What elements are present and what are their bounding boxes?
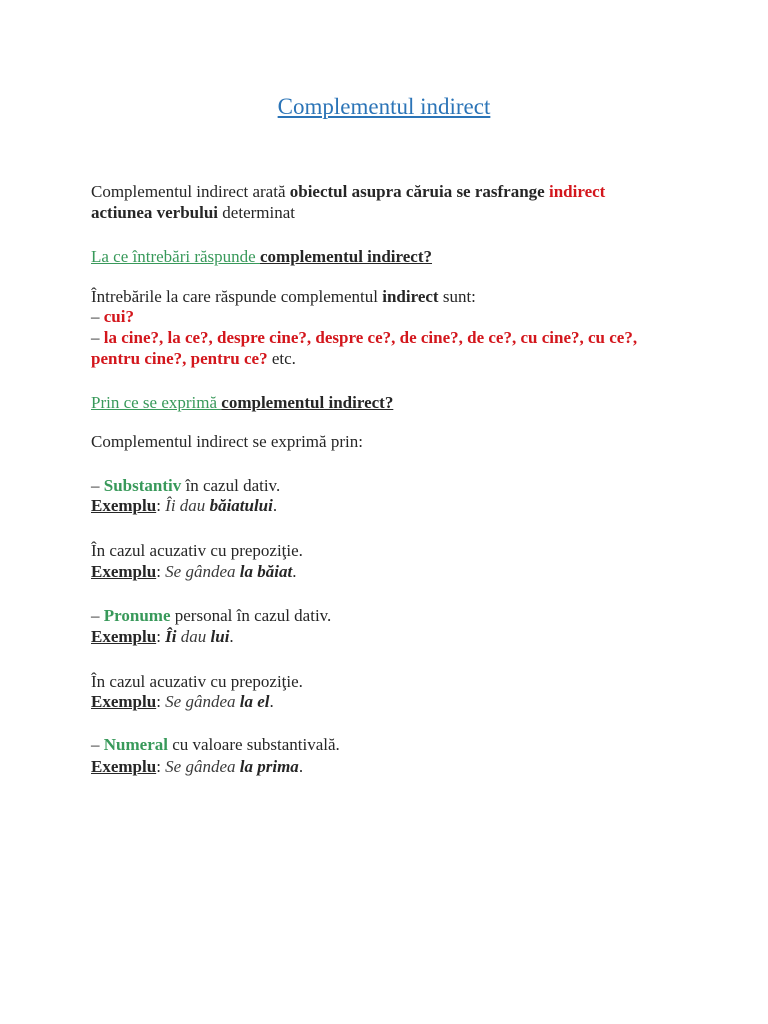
example-line <box>91 692 274 712</box>
example-end: . <box>272 496 278 515</box>
dash: – <box>91 606 104 625</box>
intro-emphasis-2: actiunea verbului <box>91 203 219 222</box>
intro-text: Complementul indirect arată <box>91 182 290 201</box>
example-line <box>91 627 234 647</box>
page-title: Complementul indirect <box>277 94 491 119</box>
example-label: Exemplu <box>91 562 157 581</box>
example-label: Exemplu <box>91 496 157 515</box>
list-item <box>91 476 280 496</box>
intro-highlight: indirect <box>548 182 606 201</box>
example-label: Exemplu <box>91 692 157 711</box>
questions-tail: sunt: <box>438 287 476 306</box>
item-desc: În cazul acuzativ cu prepoziţie. <box>91 541 303 560</box>
list-item <box>91 606 331 626</box>
example-italic: Se gândea <box>165 757 240 776</box>
example-italic: dau <box>176 627 211 646</box>
dash: – <box>91 735 104 754</box>
question-item-1 <box>91 307 134 327</box>
example-sep: : <box>156 562 166 581</box>
example-italic: Se gândea <box>165 692 240 711</box>
questions-heading-green: La ce întrebări răspunde <box>91 247 260 266</box>
example-sep: : <box>156 757 166 776</box>
example-end: . <box>269 692 274 711</box>
item-desc: cu valoare substantivală. <box>167 735 340 754</box>
questions-intro <box>91 287 476 307</box>
example-sep: : <box>156 627 166 646</box>
example-end: . <box>298 757 304 776</box>
intro-tail: determinat <box>218 203 295 222</box>
list-item <box>91 541 303 561</box>
list-item <box>91 735 340 755</box>
example-bold-italic: la el <box>239 692 270 711</box>
example-bold-italic: la băiat <box>239 562 293 581</box>
item-desc: în cazul dativ. <box>181 476 281 495</box>
example-end: . <box>229 627 234 646</box>
item-desc: personal în cazul dativ. <box>170 606 332 625</box>
expression-intro: Complementul indirect se exprimă prin: <box>91 432 363 451</box>
example-bold-italic: Îi <box>165 627 177 646</box>
intro-line-1 <box>91 182 605 202</box>
expression-heading <box>91 393 393 413</box>
questions-heading-dark: complementul indirect? <box>259 247 433 266</box>
example-end: . <box>292 562 297 581</box>
question-text: cui? <box>103 307 134 326</box>
example-italic: Se gândea <box>165 562 240 581</box>
item-term: Substantiv <box>103 476 182 495</box>
question-text: la cine?, la ce?, despre cine?, despre ce?, de cine?, de ce?, cu cine?, cu ce?, <box>103 328 638 347</box>
example-line <box>91 757 303 777</box>
example-italic: Îi dau <box>165 496 210 515</box>
question-text: pentru cine?, pentru ce? <box>91 349 268 368</box>
question-item-2 <box>91 328 637 348</box>
example-label: Exemplu <box>91 757 157 776</box>
intro-line-2 <box>91 203 295 223</box>
example-sep: : <box>156 692 166 711</box>
item-term: Numeral <box>103 735 168 754</box>
example-bold-italic: băiatului <box>209 496 273 515</box>
example-line <box>91 496 277 516</box>
dash: – <box>91 476 104 495</box>
questions-heading <box>91 247 432 267</box>
example-line <box>91 562 296 582</box>
example-label: Exemplu <box>91 627 157 646</box>
intro-emphasis: obiectul asupra căruia se rasfrange <box>289 182 549 201</box>
list-item <box>91 672 303 692</box>
example-sep: : <box>156 496 166 515</box>
question-item-2-cont <box>91 349 296 369</box>
item-term: Pronume <box>103 606 171 625</box>
questions-emphasis: indirect <box>382 287 439 306</box>
dash: – <box>91 307 104 326</box>
example-bold-italic: la prima <box>239 757 299 776</box>
questions-etc: etc. <box>267 349 296 368</box>
questions-lead: Întrebările la care răspunde complementul <box>91 287 383 306</box>
item-desc: În cazul acuzativ cu prepoziţie. <box>91 672 303 691</box>
example-bold-italic: lui <box>210 627 230 646</box>
expression-heading-green: Prin ce se exprimă <box>91 393 222 412</box>
expression-heading-dark: complementul indirect? <box>221 393 394 412</box>
dash: – <box>91 328 104 347</box>
